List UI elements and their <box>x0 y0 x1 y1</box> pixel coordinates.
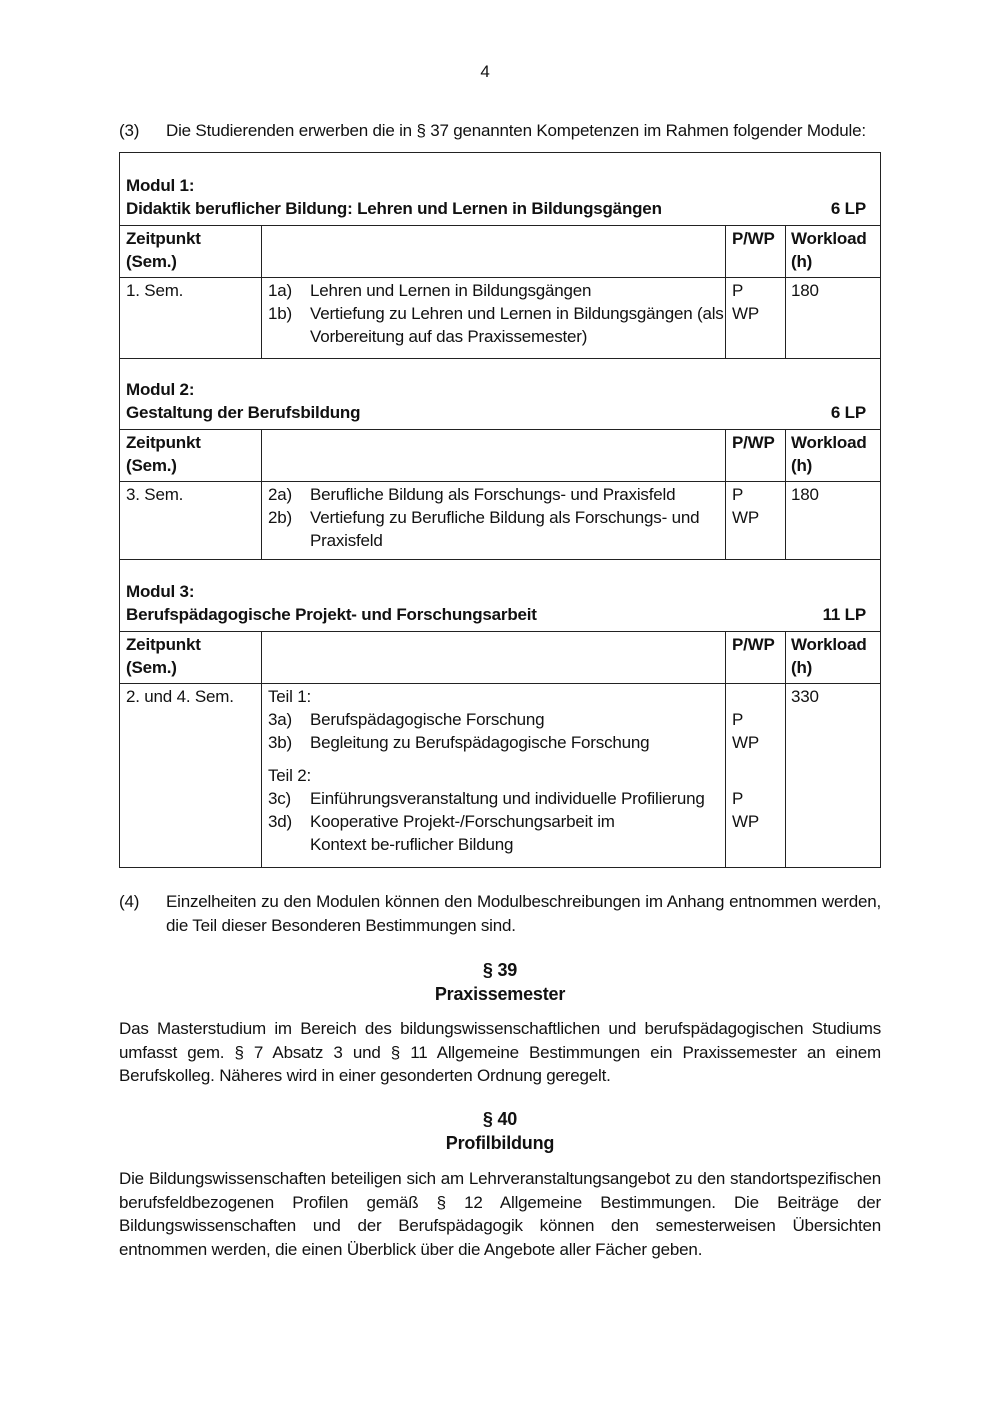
semester-cell: 1. Sem. <box>126 281 184 300</box>
course-type: P <box>732 789 744 808</box>
course-title: Berufspädagogische Forschung <box>310 710 545 729</box>
header-workload <box>791 227 867 273</box>
course-item <box>268 810 668 856</box>
module-name: Berufspädagogische Projekt- und Forschungsarbeit <box>126 605 537 624</box>
section-40-heading <box>0 1107 1000 1155</box>
divider <box>261 631 262 867</box>
divider <box>785 429 786 559</box>
course-code: 3c) <box>268 789 292 808</box>
section-number: § 39 <box>482 960 518 980</box>
workload-cell: 180 <box>791 485 819 504</box>
course-type: WP <box>732 304 759 323</box>
type-cell <box>732 708 759 754</box>
type-cell <box>732 279 759 325</box>
header-label: (h) <box>791 456 813 475</box>
header-pwp: P/WP <box>732 229 775 248</box>
course-type: WP <box>732 812 759 831</box>
workload-cell: 330 <box>791 687 819 706</box>
course-code: 2a) <box>268 485 292 504</box>
course-title: Begleitung zu Berufspädagogische Forschung <box>310 733 650 752</box>
module-label: Modul 1: <box>126 176 195 195</box>
divider <box>120 683 880 684</box>
module-title <box>126 378 866 424</box>
module-name: Didaktik beruflicher Bildung: Lehren und Lernen in Bildungsgängen <box>126 199 662 218</box>
course-item <box>268 506 728 552</box>
course-title: Vertiefung zu Berufliche Bildung als Forschungs- und Praxisfeld <box>310 508 700 550</box>
paragraph-number: (3) <box>119 121 140 140</box>
section-39-heading <box>0 958 1000 1006</box>
header-label: Workload <box>791 229 867 248</box>
divider <box>261 225 262 358</box>
semester-cell: 2. und 4. Sem. <box>126 687 234 706</box>
section-39-text: Das Masterstudium im Bereich des bildungswissenschaftlichen und berufspädagogischen Studiums umfasst gem. § 7 Absatz 3 und § 11 Allgemeine Bestimmungen ein Praxissemester an einem Berufskolleg. Näheres wird in einer gesonderten Ordnung geregelt. <box>119 1019 881 1085</box>
divider <box>785 631 786 867</box>
section-40-text: Die Bildungswissenschaften beteiligen sich am Lehrveranstaltungsangebot zu den standortspezifischen berufsfeldbezogenen Profilen gemäß § 12 Allgemeine Bestimmungen. Die Beiträge der Bildungswissenschaften und der Berufspädagogik können den semesterweisen Übersichten entnommen werden, die einen Überblick über die Angebote aller Fächer geben. <box>119 1169 881 1259</box>
header-label: Zeitpunkt <box>126 433 201 452</box>
section-title: Profilbildung <box>445 1133 555 1153</box>
page-number: 4 <box>480 62 490 81</box>
header-workload <box>791 633 867 679</box>
course-type: WP <box>732 508 759 527</box>
course-code: 2b) <box>268 508 292 527</box>
credit-points: 6 LP <box>830 199 866 218</box>
header-label: (h) <box>791 252 813 271</box>
course-title: Vertiefung zu Lehren und Lernen in Bildungsgängen (als Vorbereitung auf das Praxissemester) <box>310 304 724 346</box>
course-item <box>268 279 728 302</box>
divider <box>261 429 262 559</box>
section-number: § 40 <box>482 1109 518 1129</box>
course-title: Einführungsveranstaltung und individuelle Profilierung <box>310 789 705 808</box>
course-type: P <box>732 710 744 729</box>
course-type: P <box>732 485 744 504</box>
divider <box>120 481 880 482</box>
divider <box>785 225 786 358</box>
part-label: Teil 2: <box>268 766 312 785</box>
divider <box>120 631 880 632</box>
header-label: Workload <box>791 433 867 452</box>
course-title: Kooperative Projekt-/Forschungsarbeit im Kontext be-ruflicher Bildung <box>310 812 615 854</box>
header-workload <box>791 431 867 477</box>
course-item <box>268 302 728 348</box>
header-label: (Sem.) <box>126 252 177 271</box>
divider <box>120 559 880 560</box>
course-code: 1b) <box>268 304 292 323</box>
header-pwp: P/WP <box>732 433 775 452</box>
module-title <box>126 580 866 626</box>
module-table <box>119 152 881 868</box>
credit-points: 11 LP <box>822 605 866 624</box>
credit-points: 6 LP <box>830 403 866 422</box>
divider <box>120 358 880 359</box>
header-label: Workload <box>791 635 867 654</box>
section-title: Praxissemester <box>434 984 566 1004</box>
paragraph-4 <box>119 890 881 937</box>
course-code: 3b) <box>268 733 292 752</box>
course-title: Berufliche Bildung als Forschungs- und Praxisfeld <box>310 485 676 504</box>
paragraph-number: (4) <box>119 892 140 911</box>
part-label: Teil 1: <box>268 687 312 706</box>
course-code: 3a) <box>268 710 292 729</box>
course-code: 3d) <box>268 812 292 831</box>
header-label: (h) <box>791 658 813 677</box>
header-pwp: P/WP <box>732 635 775 654</box>
paragraph-text: Einzelheiten zu den Modulen können den Modulbeschreibungen im Anhang entnommen werden, die Teil dieser Besonderen Bestimmungen sind. <box>166 892 881 935</box>
course-type: WP <box>732 733 759 752</box>
course-item <box>268 787 728 810</box>
course-item <box>268 483 728 506</box>
module-label: Modul 2: <box>126 380 195 399</box>
course-title: Lehren und Lernen in Bildungsgängen <box>310 281 592 300</box>
module-title <box>126 174 866 220</box>
workload-cell: 180 <box>791 281 819 300</box>
semester-cell: 3. Sem. <box>126 485 184 504</box>
type-cell <box>732 787 759 833</box>
course-type: P <box>732 281 744 300</box>
header-label: (Sem.) <box>126 658 177 677</box>
header-zeitpunkt <box>126 633 201 679</box>
type-cell <box>732 483 759 529</box>
divider <box>120 429 880 430</box>
course-item <box>268 731 728 754</box>
divider <box>120 277 880 278</box>
course-item <box>268 708 728 731</box>
paragraph-text: Die Studierenden erwerben die in § 37 genannten Kompetenzen im Rahmen folgender Module: <box>166 121 866 140</box>
header-zeitpunkt <box>126 227 201 273</box>
paragraph-3 <box>119 119 881 143</box>
module-name: Gestaltung der Berufsbildung <box>126 403 361 422</box>
course-code: 1a) <box>268 281 292 300</box>
header-label: (Sem.) <box>126 456 177 475</box>
header-label: Zeitpunkt <box>126 229 201 248</box>
header-zeitpunkt <box>126 431 201 477</box>
module-label: Modul 3: <box>126 582 195 601</box>
divider <box>120 225 880 226</box>
header-label: Zeitpunkt <box>126 635 201 654</box>
